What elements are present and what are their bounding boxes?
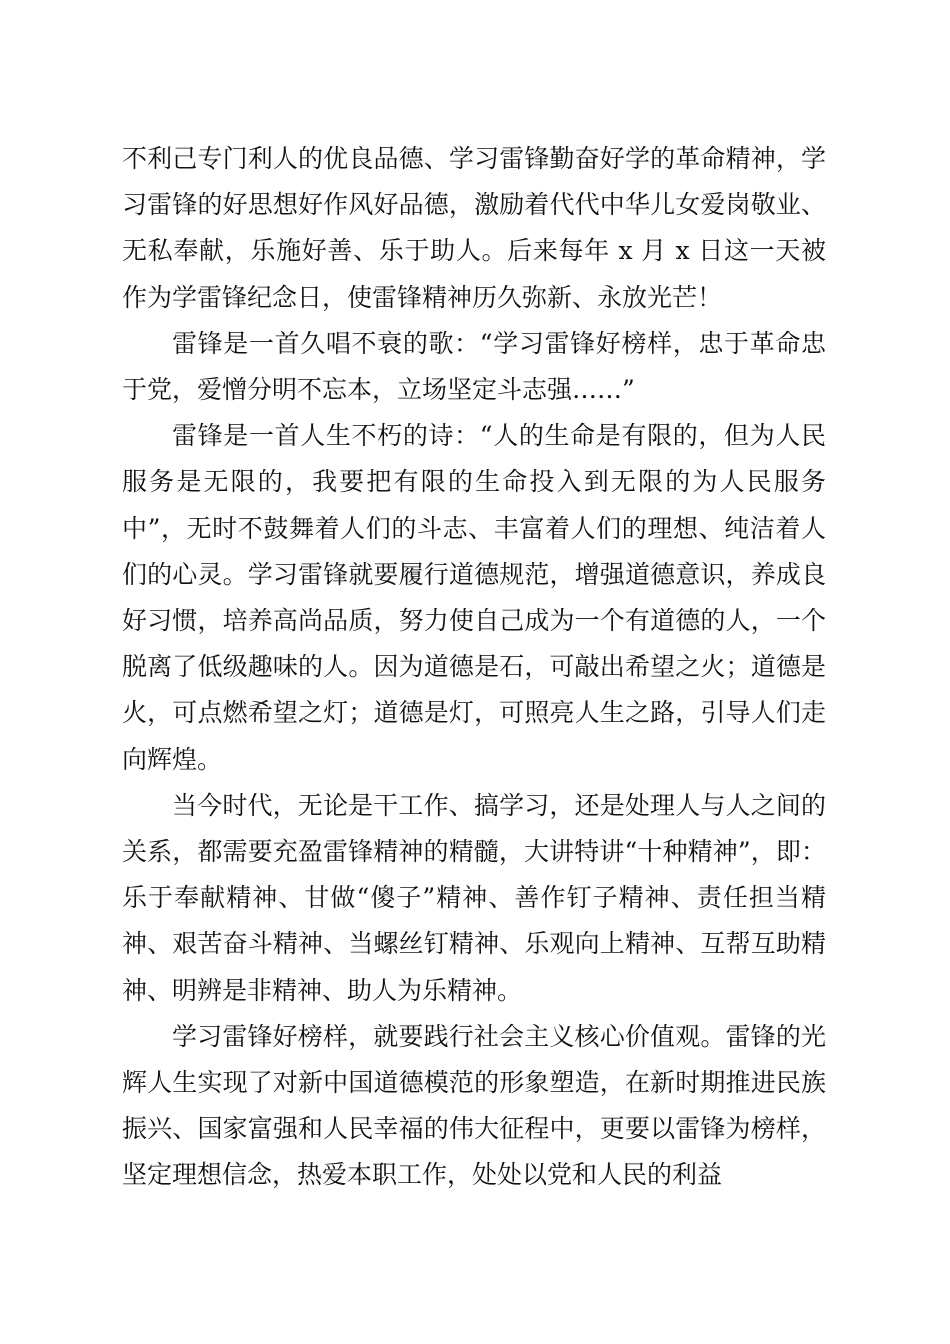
document-body (122, 136, 826, 1199)
paragraph-1: 不利己专门利人的优良品德、学习雷锋勤奋好学的革命精神，学习雷锋的好思想好作风好品德，激励着代代中华儿女爱岗敬业、无私奉献，乐施好善、乐于助人。后来每年 x 月 x 日这一天被作为学雷锋纪念日，使雷锋精神历久弥新、永放光芒！ (122, 144, 826, 312)
paragraph-2: 雷锋是一首久唱不衰的歌：“学习雷锋好榜样，忠于革命忠于党，爱憎分明不忘本，立场坚定斗志强……” (122, 328, 826, 405)
paragraph-5: 学习雷锋好榜样，就要践行社会主义核心价值观。雷锋的光辉人生实现了对新中国道德模范的形象塑造，在新时期推进民族振兴、国家富强和人民幸福的伟大征程中，更要以雷锋为榜样，坚定理想信念，热爱本职工作，处处以党和人民的利益 (122, 1021, 826, 1190)
paragraph-3: 雷锋是一首人生不朽的诗：“人的生命是有限的，但为人民服务是无限的，我要把有限的生命投入到无限的为人民服务中”，无时不鼓舞着人们的斗志、丰富着人们的理想、纯洁着人们的心灵。学习雷锋就要履行道德规范，增强道德意识，养成良好习惯，培养高尚品质，努力使自己成为一个有道德的人，一个脱离了低级趣味的人。因为道德是石，可敲出希望之火；道德是火，可点燃希望之灯；道德是灯，可照亮人生之路，引导人们走向辉煌。 (122, 421, 826, 774)
paragraph-4: 当今时代，无论是干工作、搞学习，还是处理人与人之间的关系，都需要充盈雷锋精神的精髓，大讲特讲“十种精神”，即：乐于奉献精神、甘做“傻子”精神、善作钉子精神、责任担当精神、艰苦奋斗精神、当螺丝钉精神、乐观向上精神、互帮互助精神、明辨是非精神、助人为乐精神。 (122, 790, 826, 1005)
